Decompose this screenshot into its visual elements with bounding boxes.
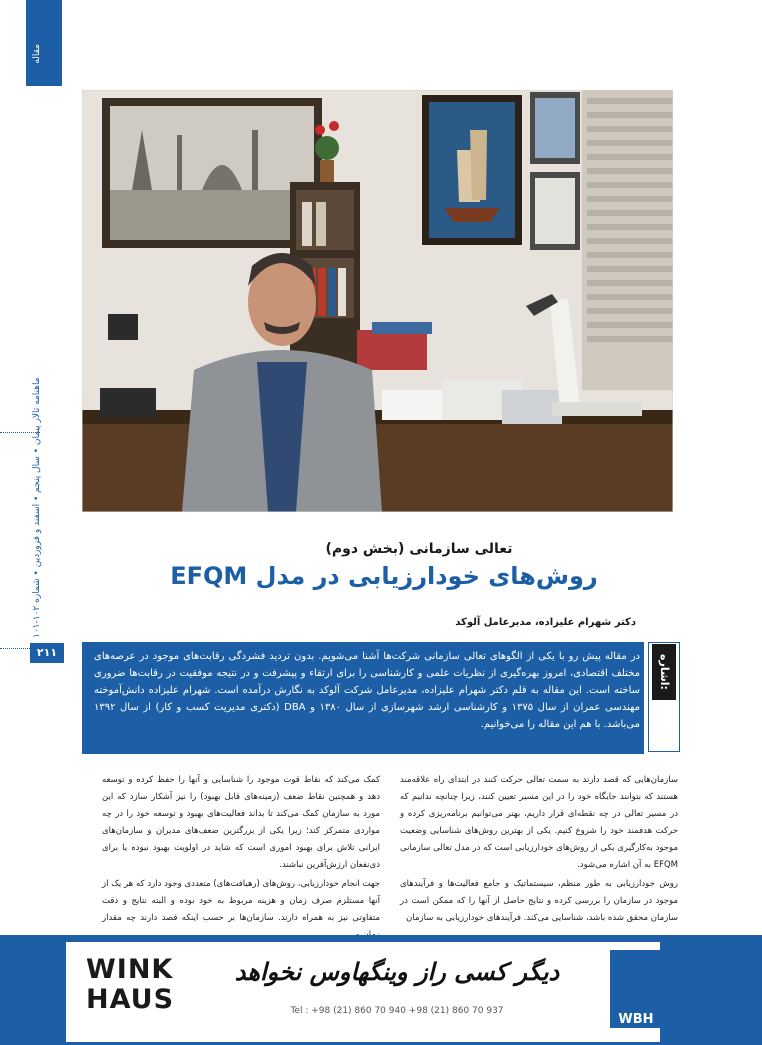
wbh-logo-text: WBH (618, 1012, 654, 1027)
advertisement-phone: Tel : +98 (21) 860 70 940 +98 (21) 860 70 937 (290, 1006, 504, 1016)
section-tab-label: مقاله (32, 44, 42, 64)
article-photo (82, 90, 673, 512)
article-kicker: تعالی سازمانی (بخش دوم) (325, 541, 513, 557)
logo-line-2: HAUS (86, 984, 175, 1015)
section-tab (26, 0, 62, 86)
body-paragraph: جهت انجام خودارزیابی، روش‌های (رهیافت‌های) متعددی وجود دارد که هر یک از آنها مستلزم صرف زمان و هزینه مربوط به خود بوده و البته نتایج و دقت متفاوتی نیز به همراه دارند. سازمان‌ها بر حسب اینکه قصد دارند چه مقدار (102, 879, 380, 923)
advertisement-slogan: دیگر کسی راز وینگهاوس نخواهد (234, 958, 560, 986)
ship-painting (422, 95, 522, 245)
intro-label: اشاره: (652, 644, 676, 700)
office-photo-illustration (82, 90, 673, 512)
logo-line-1: WINK (86, 954, 174, 985)
article-author: دکتر شهرام علیزاده، مدیرعامل آلوکد (455, 617, 636, 628)
body-paragraph: سازمان‌هایی که قصد دارند به سمت تعالی حرکت کنند در ابتدای راه علاقه‌مند هستند که بتوانند جایگاه خود را در این مسیر تعیین کنند، زیرا چنانچه ندانیم که در مسیر تعالی در چه نقطه‌ای قرار داریم، بهتر می‌توانیم برنامه‌ریزی کرده و حرکت هدفمند خود را شروع کنیم. یکی از بهترین روش‌های شناسایی وضعیت موجود به‌کارگیری یکی از روش‌های خودارزیابی است که در مدل تعالی سازمانی EFQM به آن اشاره می‌شود. (400, 775, 678, 870)
body-column-right (400, 772, 678, 929)
journal-issue-line: ماهنامه تالار پیمان • سال پنجم • اسفند و فروردین • شماره ۱۰۲-۱۰۱ (32, 377, 42, 638)
body-paragraph: کمک می‌کند که نقاط قوت موجود را شناسایی و آنها را حفظ کرده و توسعه دهد و همچنین نقاط ضعف (زمینه‌های قابل بهبود) را نیز آشکار سازد که این مورد به سازمان کمک می‌کند تا بداند فعالیت‌های بهبود و توسعه خود را در چه مواردی متمرکز کند؛ زیرا یکی از بزرگترین ضعف‌های مدیران و سازمان‌های ایرانی تلاش برای بهبود اموری است که شاید در اولویت بهبود نبوده یا برای ذی‌نفعان ارزش‌آفرین نباشند. (102, 775, 380, 870)
city-painting (102, 98, 322, 248)
article-title: روش‌های خودارزیابی در مدل EFQM (170, 562, 598, 590)
body-paragraph: روش خودارزیابی به طور منظم، سیستماتیک و جامع فعالیت‌ها و فرآیندهای موجود در سازمان را بررسی کرده و نتایج حاصل از آنها را که ممکن است در سازمان محقق شده باشد، شناسایی می‌کند. فرآیندهای خودارزیابی به سازمان (400, 879, 678, 923)
body-column-left (102, 772, 380, 946)
page-number: ۲۱۱ (30, 643, 64, 663)
intro-text: در مقاله پیش رو با یکی از الگوهای تعالی سازمانی شرکت‌ها آشنا می‌شویم. بدون تردید فشردگی رقابت‌های موجود در عرصه‌های مختلف اقتصادی، امروز بهره‌گیری از نظریات علمی و کارشناسی را برای ارتقاء و پیشرفت و در نتیجه موفقیت در رقابت‌ها ضروری ساخته است. این مقاله به قلم دکتر شهرام علیزاده، مدیرعامل شرکت آلوکد به نگارش درآمده است. شهرام علیزاده دانش‌آموخته مهندسی عمران از سال ۱۳۷۵ و کارشناسی ارشد شهرسازی از سال ۱۳۸۰ و DBA (دکتری مدیریت کسب و کار) از سال ۱۳۹۲ می‌باشد. با هم این مقاله را می‌خوانیم. (94, 651, 640, 730)
winkhaus-logo (86, 954, 175, 1019)
